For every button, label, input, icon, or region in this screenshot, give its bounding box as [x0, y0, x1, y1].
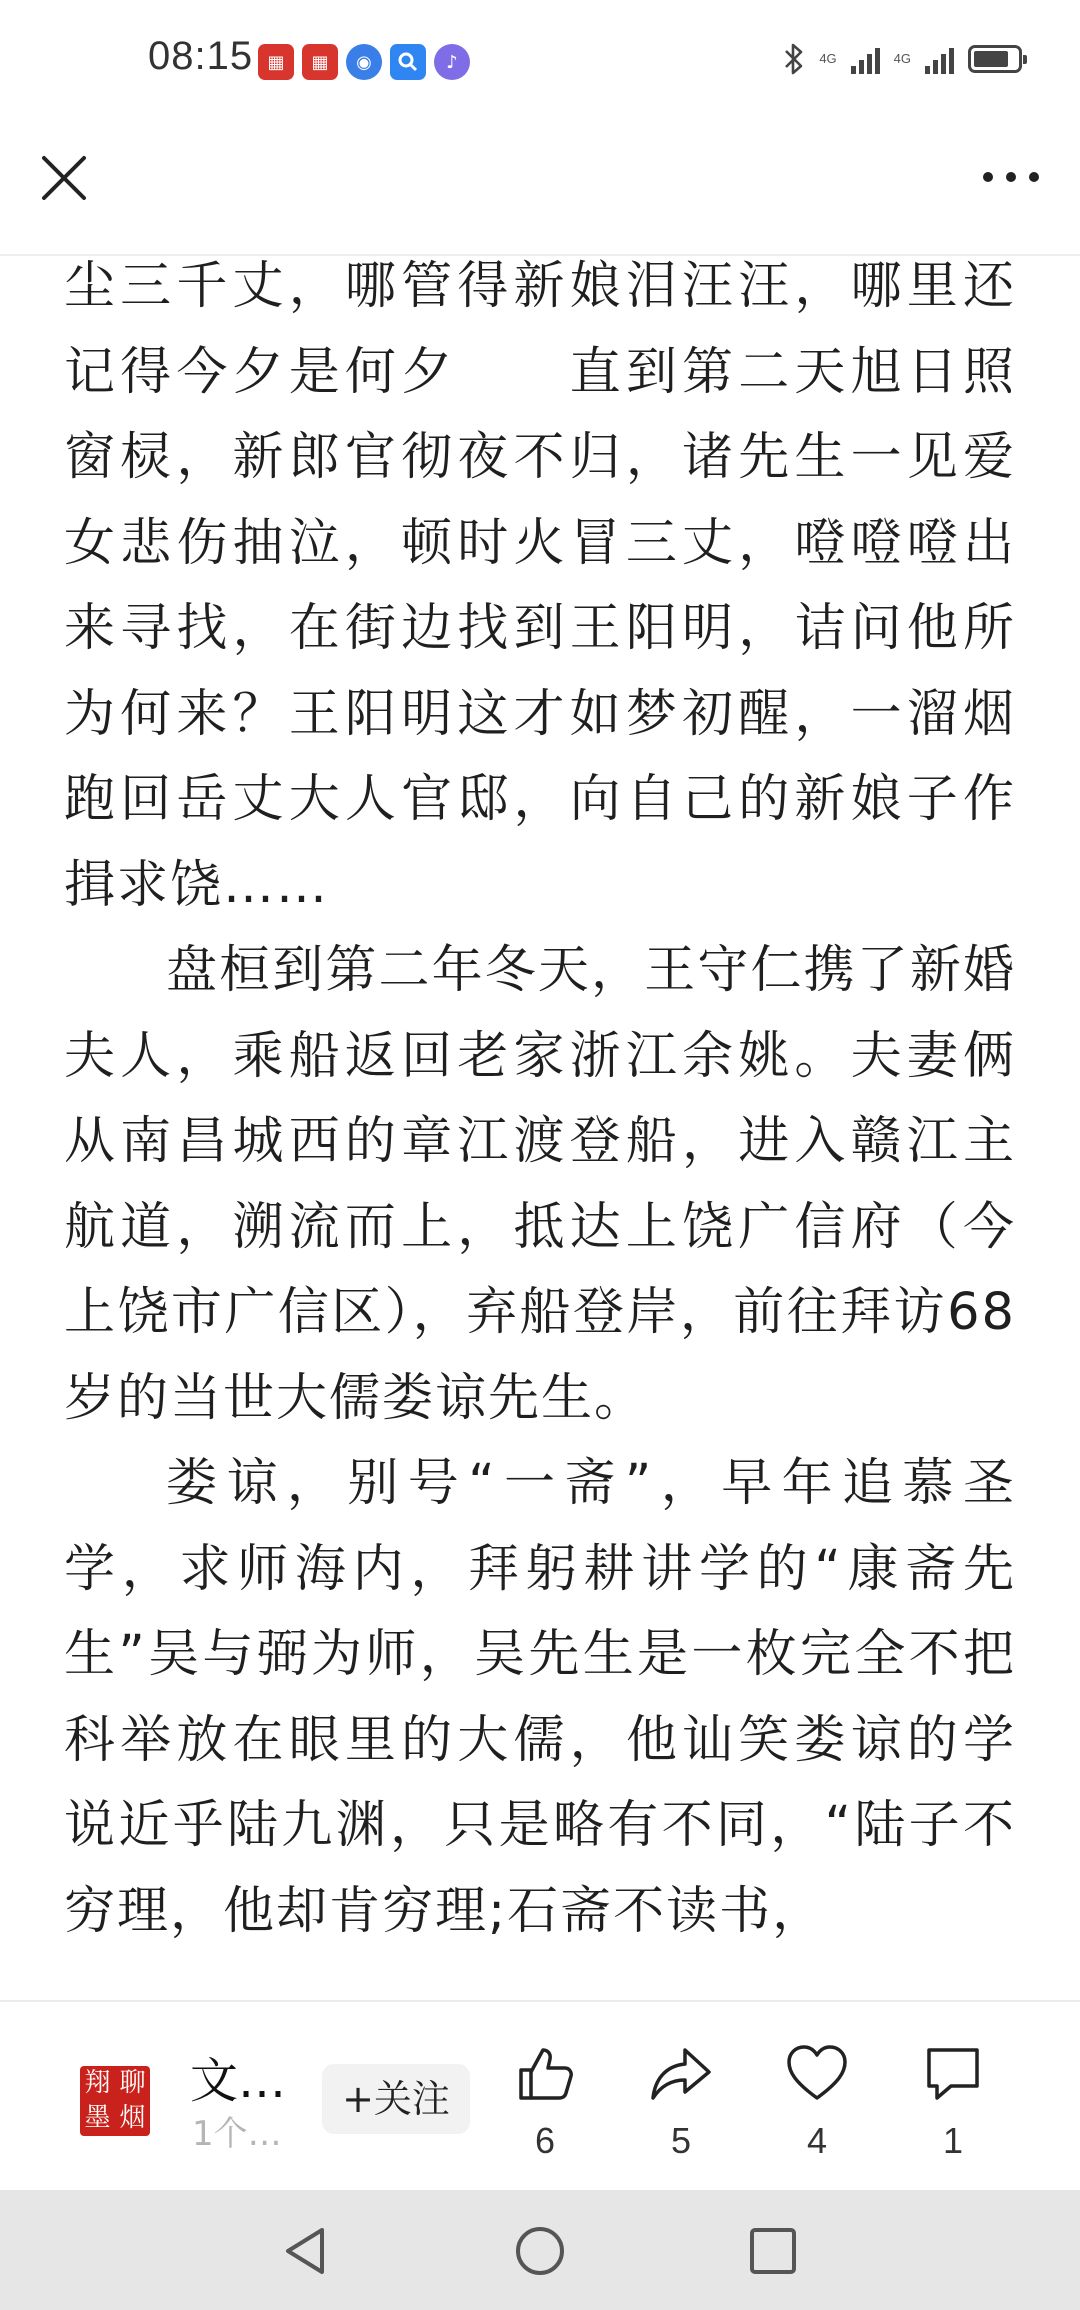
article-action-bar — [0, 2000, 1080, 2192]
favorite-count: 4 — [806, 2120, 828, 2161]
like-button[interactable] — [490, 2042, 600, 2162]
status-bar — [0, 0, 1080, 120]
article-paragraph: 娄谅，别号“一斋”，早年追慕圣学，求师海内，拜躬耕讲学的“康斋先生”吴与弼为师，吴先生是一枚完全不把科举放在眼里的大儒，他讪笑娄谅的学说近乎陆九渊，只是略有不同，“陆子不穷理，他却肯穷理;石斋不读书， — [64, 1454, 1016, 1941]
news-app-icon: ▦ — [302, 44, 338, 80]
author-subtitle: 1个… — [192, 2114, 282, 2154]
system-nav-bar — [0, 2190, 1080, 2310]
back-icon[interactable] — [278, 2222, 336, 2280]
network-type-label: 4G — [819, 51, 837, 66]
share-icon — [649, 2042, 713, 2106]
favorite-button[interactable] — [762, 2042, 872, 2162]
heart-icon — [785, 2042, 849, 2106]
status-time: 08:15 — [148, 34, 254, 78]
browser-icon: ◉ — [346, 44, 382, 80]
article-header — [0, 120, 1080, 256]
author-avatar[interactable] — [80, 2066, 150, 2136]
status-indicators — [783, 42, 1022, 76]
thumbs-up-icon — [513, 2042, 577, 2106]
network-type-label: 4G — [893, 51, 911, 66]
signal-icon — [925, 44, 954, 74]
share-button[interactable] — [626, 2042, 736, 2162]
music-app-icon: ♪ — [434, 44, 470, 80]
article-body — [64, 254, 1016, 2000]
article-paragraph: 尘三千丈，哪管得新娘泪汪汪，哪里还记得今夕是何夕 直到第二天旭日照窗棂，新郎官彻夜不归，诸先生一见爱女悲伤抽泣，顿时火冒三丈，噔噔噔出来寻找，在街边找到王阳明，诘问他所为何来？王阳明这才如梦初醒，一溜烟跑回岳丈大人官邸，向自己的新娘子作揖求饶…… — [64, 257, 1016, 915]
article-paragraph: 盘桓到第二年冬天，王守仁携了新婚夫人，乘船返回老家浙江余姚。夫妻俩从南昌城西的章江渡登船，进入赣江主航道，溯流而上，抵达上饶广信府（今上饶市广信区），弃船登岸，前往拜访68岁的当世大儒娄谅先生。 — [64, 941, 1016, 1428]
recents-icon[interactable] — [744, 2222, 802, 2280]
home-icon[interactable] — [511, 2222, 569, 2280]
search-app-icon — [390, 44, 426, 80]
share-count: 5 — [670, 2120, 692, 2161]
comment-icon — [921, 2042, 985, 2106]
signal-icon — [851, 44, 880, 74]
author-name[interactable]: 文… — [190, 2053, 287, 2109]
bluetooth-icon — [783, 42, 805, 76]
more-icon[interactable] — [978, 160, 1044, 194]
battery-icon — [968, 45, 1022, 73]
avatar-char: 聊 — [119, 2068, 146, 2098]
close-icon[interactable] — [34, 148, 94, 208]
comment-button[interactable] — [898, 2042, 1008, 2162]
avatar-char: 翔 — [84, 2068, 111, 2098]
status-app-icons — [258, 44, 470, 80]
avatar-char: 墨 — [84, 2103, 111, 2133]
follow-button[interactable]: +关注 — [322, 2064, 470, 2134]
avatar-char: 烟 — [119, 2103, 146, 2133]
like-count: 6 — [534, 2120, 556, 2161]
news-app-icon: ▦ — [258, 44, 294, 80]
comment-count: 1 — [942, 2120, 964, 2161]
